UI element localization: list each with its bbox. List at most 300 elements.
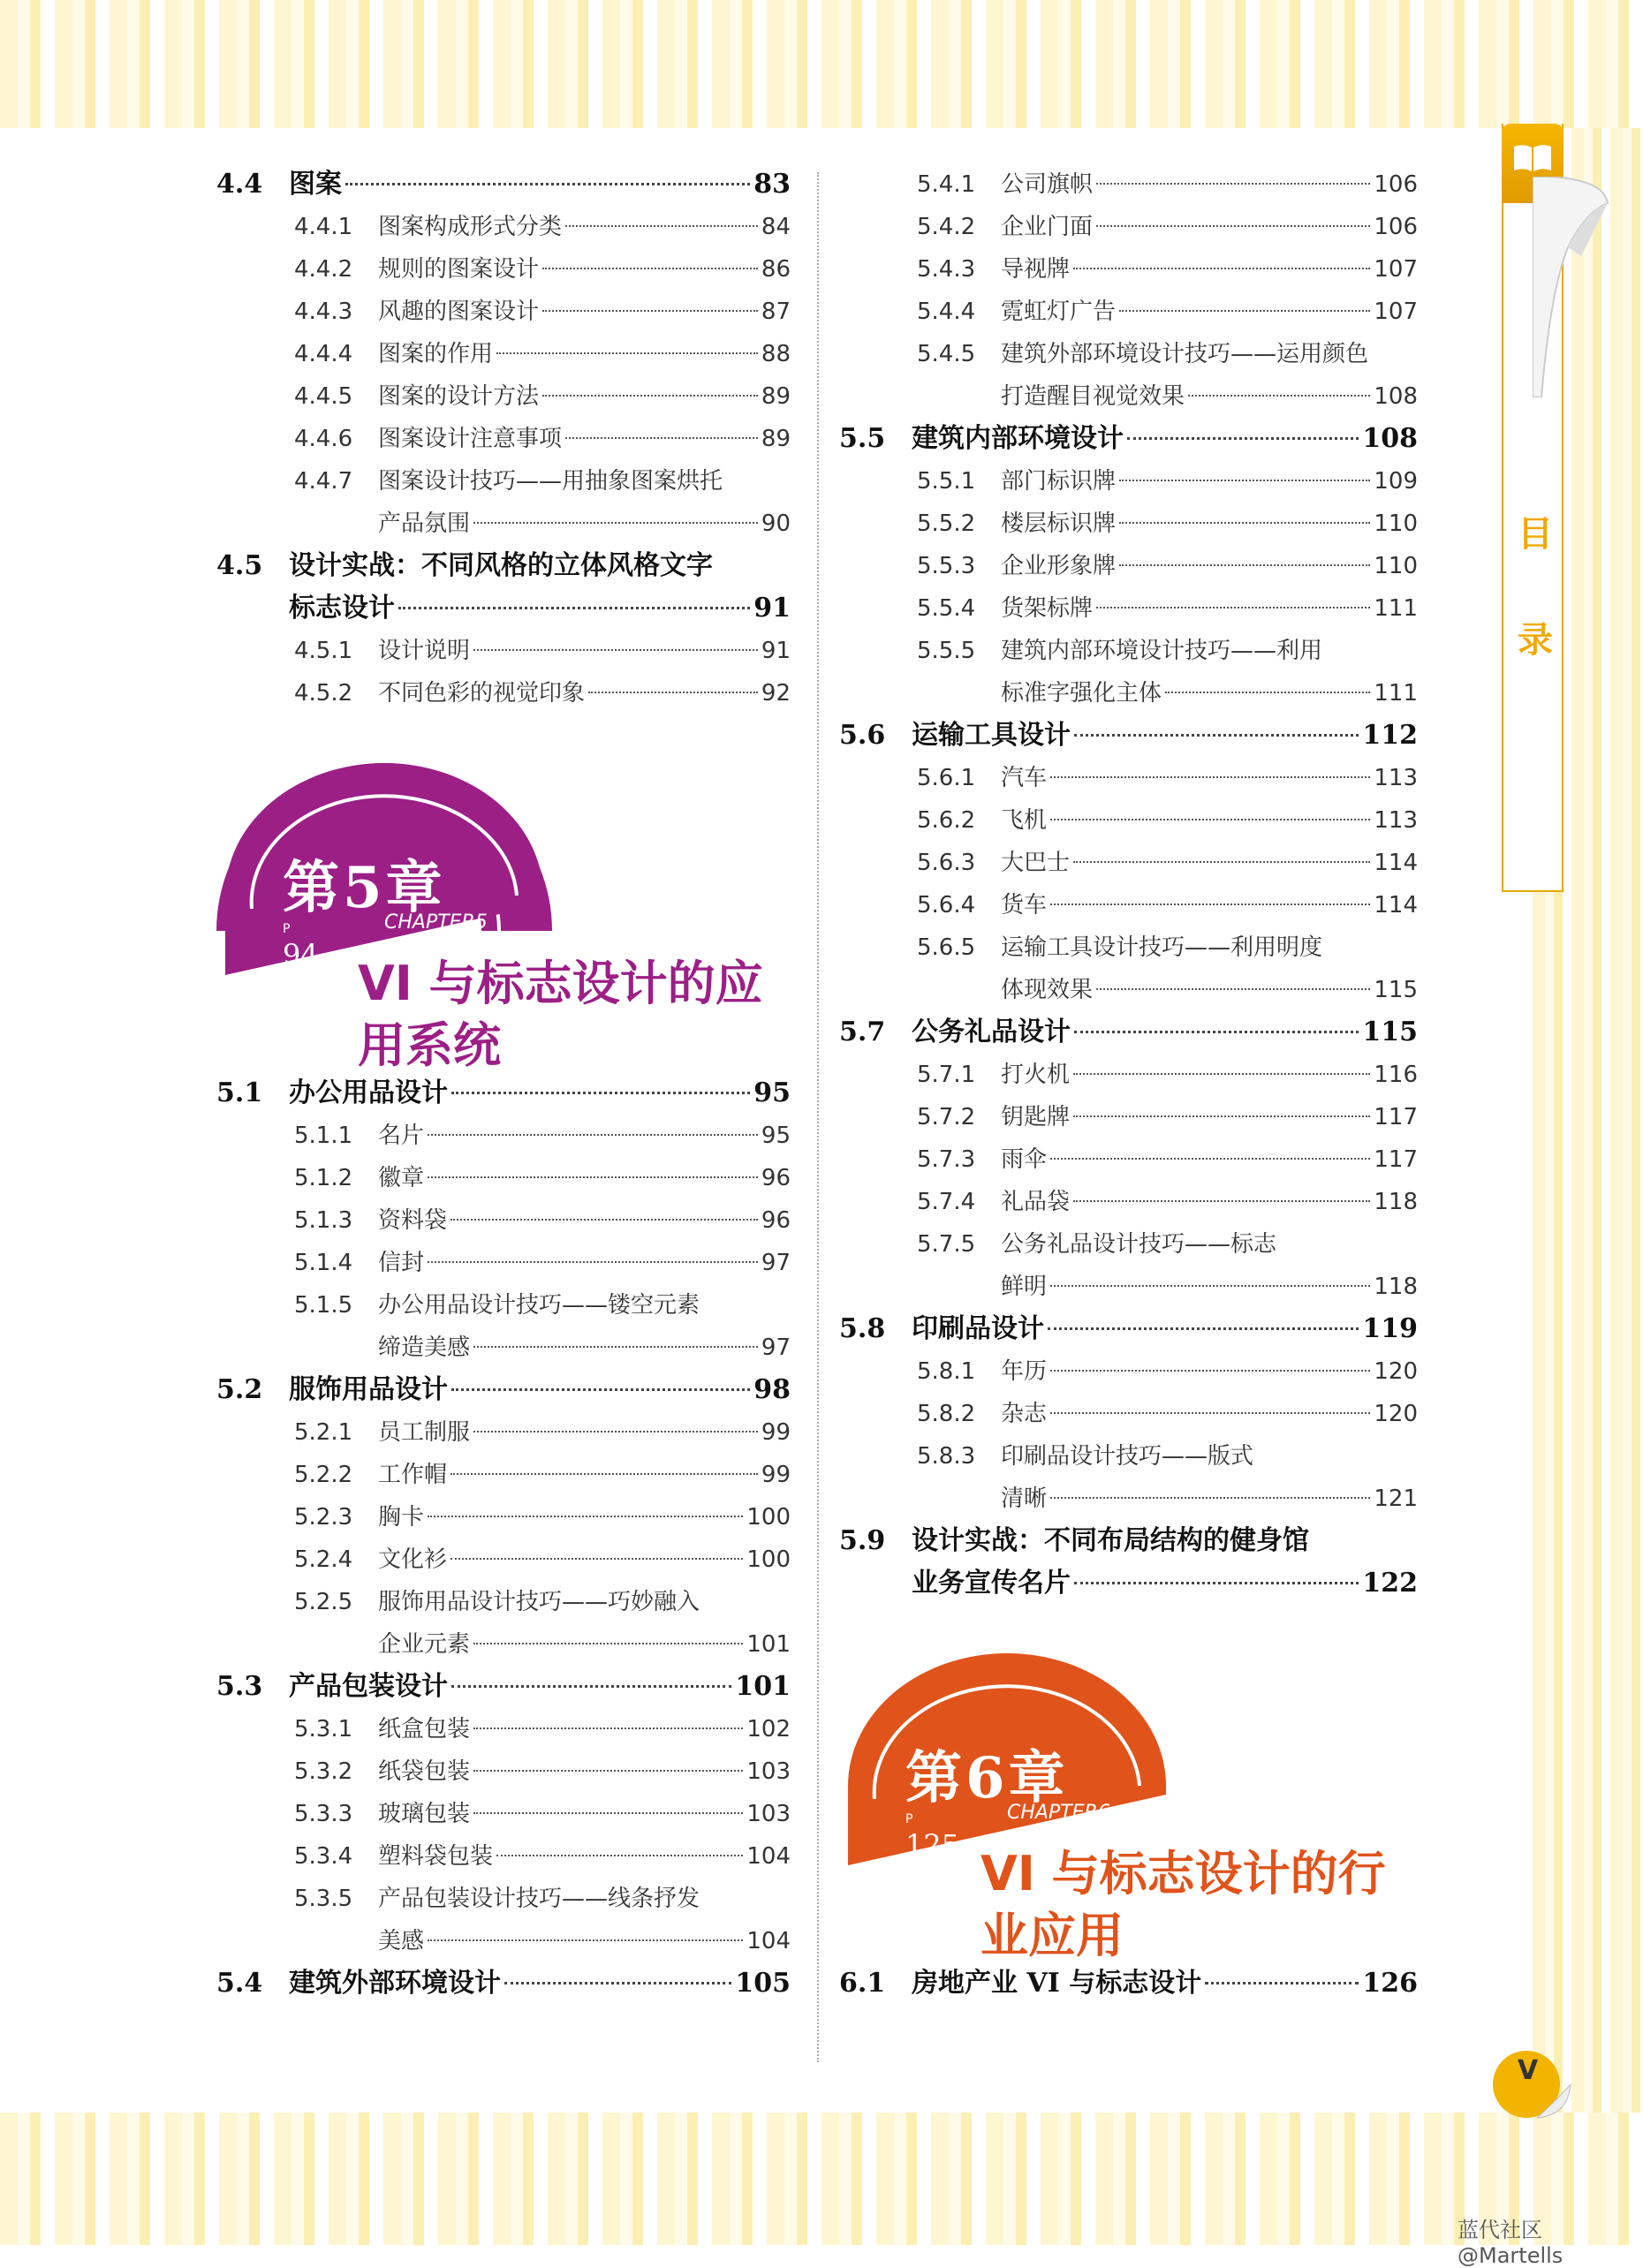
toc-left-column	[216, 163, 791, 2005]
column-divider	[817, 172, 819, 2062]
toc-page: 89	[761, 383, 791, 410]
toc-continuation-row[interactable]	[216, 1327, 791, 1369]
dot-leader	[542, 395, 758, 397]
dot-leader	[1050, 1497, 1370, 1499]
toc-number: 6.1	[839, 1968, 886, 1999]
toc-page: 114	[1374, 850, 1418, 876]
toc-number: 5.4.4	[917, 299, 976, 325]
toc-left-bottom	[216, 1072, 791, 2005]
toc-page: 112	[1362, 720, 1418, 751]
dot-leader	[1096, 183, 1370, 185]
toc-page: 106	[1374, 214, 1418, 240]
dot-leader	[1165, 692, 1370, 693]
toc-number: 4.5.1	[294, 638, 353, 664]
toc-page: 91	[761, 638, 791, 664]
toc-page: 95	[761, 1123, 791, 1149]
toc-subsection-row[interactable]	[216, 206, 791, 248]
toc-subsection-row[interactable]	[839, 757, 1418, 799]
toc-number: 5.5.1	[917, 468, 976, 495]
toc-page: 115	[1374, 977, 1418, 1003]
chapter5-page: 94	[283, 938, 319, 971]
toc-section-row[interactable]	[839, 714, 1418, 757]
toc-number: 5.2.4	[294, 1546, 353, 1573]
toc-title-continued: 鲜明	[1001, 1274, 1048, 1300]
toc-subsection-row[interactable]	[216, 1835, 791, 1878]
toc-title: 名片	[378, 1123, 425, 1149]
toc-number: 5.5.4	[917, 595, 976, 622]
toc-title: 规则的图案设计	[378, 256, 540, 283]
toc-title: 运输工具设计	[912, 720, 1071, 751]
toc-page: 110	[1374, 510, 1418, 537]
toc-title: 公司旗帜	[1001, 171, 1094, 198]
toc-subsection-row[interactable]	[839, 1223, 1418, 1266]
toc-page: 114	[1374, 892, 1418, 919]
dot-leader	[1188, 395, 1370, 397]
toc-page: 97	[761, 1250, 791, 1276]
toc-number: 5.4	[216, 1968, 263, 1999]
toc-section-row[interactable]	[839, 1011, 1418, 1054]
toc-number: 4.4.7	[294, 468, 353, 495]
toc-subsection-row[interactable]	[839, 1393, 1418, 1435]
dot-leader	[588, 692, 758, 693]
toc-subsection-row[interactable]	[216, 460, 791, 503]
toc-continuation-row[interactable]	[216, 1920, 791, 1962]
dot-leader	[473, 1431, 758, 1433]
toc-page: 84	[761, 214, 791, 240]
toc-subsection-row[interactable]	[839, 291, 1418, 333]
chapter6-p: P	[905, 1812, 913, 1826]
toc-subsection-row[interactable]	[216, 1878, 791, 1920]
toc-subsection-row[interactable]	[216, 1411, 791, 1454]
toc-subsection-row[interactable]	[216, 291, 791, 333]
toc-number: 4.5	[216, 550, 263, 581]
toc-page: 107	[1374, 299, 1418, 325]
toc-section-row[interactable]	[216, 1369, 791, 1411]
toc-section-row[interactable]	[216, 163, 791, 206]
toc-title: 风趣的图案设计	[378, 299, 540, 325]
page-curl-decoration	[1533, 177, 1612, 397]
toc-page: 103	[746, 1758, 791, 1785]
toc-page: 100	[746, 1504, 791, 1531]
toc-page: 122	[1362, 1568, 1418, 1599]
dot-leader	[473, 1643, 743, 1644]
toc-subsection-row[interactable]	[839, 926, 1418, 969]
toc-subsection-row[interactable]	[216, 1157, 791, 1199]
toc-page: 109	[1374, 468, 1418, 495]
toc-subsection-row[interactable]	[216, 1199, 791, 1242]
toc-page: 113	[1374, 765, 1418, 791]
toc-title: 设计实战：不同风格的立体风格文字	[289, 550, 713, 581]
toc-page: 100	[746, 1546, 791, 1573]
toc-number: 5.6	[839, 720, 886, 751]
dot-leader	[565, 437, 758, 439]
toc-number: 5.3.5	[294, 1886, 353, 1912]
dot-leader	[1096, 988, 1370, 990]
toc-page: 115	[1362, 1017, 1418, 1047]
chapter5-english: CHAPTER5	[384, 911, 488, 934]
toc-title: 工作帽	[378, 1462, 448, 1488]
toc-title: 图案设计技巧——用抽象图案烘托	[378, 468, 723, 495]
toc-subsection-row[interactable]	[839, 842, 1418, 884]
toc-page: 95	[753, 1077, 791, 1108]
toc-page: 92	[761, 680, 791, 707]
toc-title-continued: 业务宣传名片	[912, 1568, 1071, 1599]
toc-number: 5.7	[839, 1017, 886, 1047]
toc-title: 楼层标识牌	[1001, 510, 1117, 537]
toc-subsection-row[interactable]	[216, 1793, 791, 1835]
dot-leader	[345, 183, 750, 185]
toc-subsection-row[interactable]	[216, 1538, 791, 1581]
toc-subsection-row[interactable]	[839, 884, 1418, 926]
toc-page: 105	[735, 1968, 791, 1999]
dot-leader	[565, 225, 758, 227]
toc-title-continued: 美感	[378, 1928, 425, 1954]
toc-title-continued: 标志设计	[289, 593, 395, 624]
toc-continuation-row[interactable]	[216, 1623, 791, 1666]
dot-leader	[1050, 776, 1370, 778]
toc-title-continued: 产品氛围	[378, 510, 471, 537]
dot-leader	[1074, 734, 1359, 737]
chapter6-name-line1: VI 与标志设计的行	[980, 1846, 1386, 1901]
toc-page: 118	[1374, 1189, 1418, 1215]
toc-title: 导视牌	[1001, 256, 1071, 283]
toc-number: 5.3.2	[294, 1758, 353, 1785]
toc-subsection-row[interactable]	[839, 545, 1418, 587]
dot-leader	[450, 1558, 743, 1560]
dot-leader	[1050, 1285, 1370, 1287]
toc-page: 120	[1374, 1401, 1418, 1427]
toc-continuation-row[interactable]	[839, 1562, 1418, 1605]
dot-leader	[428, 1176, 758, 1178]
watermark: 蓝代社区@Martells	[1458, 2218, 1564, 2268]
toc-continuation-row[interactable]	[839, 672, 1418, 714]
toc-subsection-row[interactable]	[839, 1435, 1418, 1478]
dot-leader	[1073, 1115, 1370, 1117]
toc-title: 部门标识牌	[1001, 468, 1117, 495]
dot-leader	[1119, 310, 1370, 312]
toc-title: 房地产业 VI 与标志设计	[912, 1968, 1202, 1999]
dot-leader	[1050, 1412, 1370, 1414]
toc-page: 101	[746, 1631, 791, 1658]
toc-page: 104	[746, 1928, 791, 1954]
toc-number: 5.2	[216, 1374, 263, 1405]
toc-continuation-row[interactable]	[839, 1478, 1418, 1520]
toc-title: 货车	[1001, 892, 1048, 919]
toc-page: 83	[753, 169, 791, 200]
toc-number: 5.7.3	[917, 1146, 976, 1173]
toc-page: 118	[1374, 1274, 1418, 1300]
toc-title: 玻璃包装	[378, 1801, 471, 1827]
toc-page: 111	[1374, 595, 1418, 622]
open-book-icon	[1512, 143, 1553, 173]
dot-leader	[1048, 1327, 1359, 1330]
toc-subsection-row[interactable]	[216, 1750, 791, 1793]
toc-number: 5.2.2	[294, 1462, 353, 1488]
dot-leader	[496, 352, 758, 354]
toc-title: 企业形象牌	[1001, 553, 1117, 579]
toc-number: 5.6.5	[917, 934, 976, 961]
toc-section-row[interactable]	[216, 1072, 791, 1115]
toc-continuation-row[interactable]	[839, 1266, 1418, 1308]
toc-title: 图案构成形式分类	[378, 214, 563, 240]
toc-subsection-row[interactable]	[839, 163, 1418, 206]
toc-number: 5.3	[216, 1671, 263, 1702]
toc-number: 5.8	[839, 1313, 886, 1344]
toc-number: 5.4.3	[917, 256, 976, 283]
dot-leader	[1050, 819, 1370, 820]
toc-number: 4.5.2	[294, 680, 353, 707]
dot-leader	[473, 1346, 758, 1348]
dot-leader	[1074, 1582, 1359, 1584]
toc-right-top	[839, 163, 1418, 1605]
toc-title: 图案的作用	[378, 341, 494, 367]
toc-title: 信封	[378, 1250, 425, 1276]
bottom-stripe-band	[0, 2113, 1643, 2245]
toc-number: 5.7.2	[917, 1104, 976, 1130]
toc-number: 4.4.3	[294, 299, 353, 325]
toc-title: 服饰用品设计技巧——巧妙融入	[378, 1589, 700, 1615]
toc-number: 5.7.4	[917, 1189, 976, 1215]
toc-title: 汽车	[1001, 765, 1048, 791]
toc-title: 纸袋包装	[378, 1758, 471, 1785]
toc-subsection-row[interactable]	[839, 1350, 1418, 1393]
chapter5-name	[358, 953, 763, 1077]
toc-page: 87	[761, 299, 791, 325]
toc-number: 5.2.1	[294, 1419, 353, 1446]
toc-page: 104	[746, 1843, 791, 1870]
toc-number: 5.6.4	[917, 892, 976, 919]
toc-section-row[interactable]	[839, 418, 1418, 460]
toc-subsection-row[interactable]	[216, 248, 791, 291]
dot-leader	[473, 522, 758, 524]
toc-continuation-row[interactable]	[216, 587, 791, 630]
toc-title: 建筑内部环境设计技巧——利用	[1001, 638, 1323, 664]
toc-number: 5.3.1	[294, 1716, 353, 1743]
toc-title: 员工制服	[378, 1419, 471, 1446]
toc-number: 5.1	[216, 1077, 263, 1108]
toc-subsection-row[interactable]	[216, 1496, 791, 1538]
dot-leader	[450, 1219, 758, 1221]
toc-number: 5.6.3	[917, 850, 976, 876]
dot-leader	[428, 1939, 743, 1941]
toc-subsection-row[interactable]	[216, 630, 791, 672]
toc-title: 公务礼品设计	[912, 1017, 1071, 1047]
dot-leader	[1073, 1200, 1370, 1202]
toc-title: 企业门面	[1001, 214, 1094, 240]
toc-title-continued: 清晰	[1001, 1486, 1048, 1512]
toc-page: 119	[1362, 1313, 1418, 1344]
dot-leader	[1205, 1982, 1359, 1984]
toc-number: 4.4.5	[294, 383, 353, 410]
dot-leader	[1119, 480, 1370, 481]
toc-page: 88	[761, 341, 791, 367]
toc-page: 108	[1374, 383, 1418, 410]
toc-page: 99	[761, 1419, 791, 1446]
toc-page: 108	[1362, 423, 1418, 454]
toc-right-bottom	[839, 1962, 1418, 2005]
toc-title: 钥匙牌	[1001, 1104, 1071, 1130]
toc-subsection-row[interactable]	[839, 630, 1418, 672]
toc-section-row[interactable]	[839, 1962, 1418, 2005]
toc-page: 101	[735, 1671, 791, 1702]
toc-title: 不同色彩的视觉印象	[378, 680, 586, 707]
toc-continuation-row[interactable]	[216, 503, 791, 545]
toc-left-top	[216, 163, 791, 714]
dot-leader	[1050, 1370, 1370, 1372]
toc-number: 5.8.3	[917, 1443, 976, 1470]
toc-title: 资料袋	[378, 1207, 448, 1234]
dot-leader	[451, 1092, 750, 1094]
toc-number: 5.8.1	[917, 1358, 976, 1385]
toc-title: 文化衫	[378, 1546, 448, 1573]
dot-leader	[428, 1516, 743, 1517]
dot-leader	[450, 1473, 758, 1475]
toc-number: 5.5	[839, 423, 886, 454]
toc-subsection-row[interactable]	[839, 1054, 1418, 1096]
chapter6-english: CHAPTER6	[1007, 1802, 1110, 1824]
toc-section-row[interactable]	[839, 1308, 1418, 1350]
toc-title: 礼品袋	[1001, 1189, 1071, 1215]
toc-subsection-row[interactable]	[839, 1138, 1418, 1181]
toc-number: 5.1.2	[294, 1165, 353, 1191]
toc-subsection-row[interactable]	[839, 248, 1418, 291]
toc-title: 图案的设计方法	[378, 383, 540, 410]
toc-page: 91	[753, 593, 791, 624]
chapter5-title: 第5章	[283, 855, 446, 921]
dot-leader	[496, 1855, 743, 1856]
toc-page: 113	[1374, 807, 1418, 834]
toc-subsection-row[interactable]	[839, 206, 1418, 248]
toc-number: 4.4	[216, 169, 263, 200]
toc-title: 产品包装设计	[289, 1671, 448, 1702]
toc-title: 霓虹灯广告	[1001, 299, 1117, 325]
toc-page: 89	[761, 426, 791, 452]
toc-section-row[interactable]	[216, 1666, 791, 1708]
toc-subsection-row[interactable]	[216, 1581, 791, 1623]
toc-number: 5.3.4	[294, 1843, 353, 1870]
toc-number: 5.1.5	[294, 1292, 353, 1319]
toc-title: 印刷品设计	[912, 1313, 1044, 1344]
dot-leader	[542, 268, 758, 269]
dot-leader	[1119, 564, 1370, 566]
toc-subsection-row[interactable]	[839, 460, 1418, 503]
toc-number: 5.8.2	[917, 1401, 976, 1427]
toc-title-continued: 体现效果	[1001, 977, 1094, 1003]
toc-title: 图案	[289, 169, 342, 200]
toc-page: 103	[746, 1801, 791, 1827]
toc-subsection-row[interactable]	[216, 672, 791, 714]
toc-page: 86	[761, 256, 791, 283]
toc-subsection-row[interactable]	[216, 1242, 791, 1284]
page-number: V	[1518, 2055, 1539, 2086]
toc-subsection-row[interactable]	[839, 333, 1418, 375]
toc-number: 4.4.1	[294, 214, 353, 240]
toc-number: 5.5.3	[917, 553, 976, 579]
toc-title: 胸卡	[378, 1504, 425, 1531]
toc-title: 打火机	[1001, 1062, 1071, 1088]
toc-continuation-row[interactable]	[839, 375, 1418, 418]
toc-page: 107	[1374, 256, 1418, 283]
toc-title-continued: 企业元素	[378, 1631, 471, 1658]
toc-title: 年历	[1001, 1358, 1048, 1385]
toc-number: 5.3.3	[294, 1801, 353, 1827]
toc-page: 102	[746, 1716, 791, 1743]
chapter5-name-line2: 用系统	[358, 1017, 501, 1073]
toc-number: 5.6.1	[917, 765, 976, 791]
dot-leader	[1073, 1073, 1370, 1075]
toc-section-row[interactable]	[216, 545, 791, 587]
toc-number: 5.7.1	[917, 1062, 976, 1088]
toc-page: 110	[1374, 553, 1418, 579]
sidebar-title: 目录	[1518, 514, 1553, 661]
toc-title: 飞机	[1001, 807, 1048, 834]
toc-subsection-row[interactable]	[839, 503, 1418, 545]
toc-title: 产品包装设计技巧——线条抒发	[378, 1886, 700, 1912]
toc-continuation-row[interactable]	[839, 969, 1418, 1011]
toc-page: 99	[761, 1462, 791, 1488]
toc-subsection-row[interactable]	[216, 418, 791, 460]
toc-page: 97	[761, 1334, 791, 1361]
dot-leader	[473, 1812, 743, 1814]
dot-leader	[1096, 225, 1370, 227]
toc-number: 5.1.4	[294, 1250, 353, 1276]
toc-page: 120	[1374, 1358, 1418, 1385]
toc-page: 116	[1374, 1062, 1418, 1088]
dot-leader	[473, 1727, 743, 1729]
toc-subsection-row[interactable]	[839, 587, 1418, 630]
chapter6-title: 第6章	[905, 1745, 1069, 1811]
dot-leader	[542, 310, 758, 312]
toc-page: 126	[1362, 1968, 1418, 1999]
toc-subsection-row[interactable]	[839, 799, 1418, 842]
toc-title: 大巴士	[1001, 850, 1071, 876]
toc-title: 服饰用品设计	[289, 1374, 448, 1405]
toc-subsection-row[interactable]	[839, 1096, 1418, 1138]
chapter6-name	[980, 1843, 1386, 1967]
toc-number: 5.6.2	[917, 807, 976, 834]
toc-subsection-row[interactable]	[216, 1454, 791, 1496]
toc-number: 5.4.2	[917, 214, 976, 240]
dot-leader	[398, 607, 750, 609]
toc-section-row[interactable]	[216, 1962, 791, 2005]
toc-title: 建筑外部环境设计技巧——运用颜色	[1001, 341, 1369, 367]
toc-subsection-row[interactable]	[216, 1115, 791, 1157]
dot-leader	[1096, 607, 1370, 609]
toc-number: 5.1.3	[294, 1207, 353, 1234]
dot-leader	[473, 649, 758, 651]
dot-leader	[451, 1685, 731, 1688]
toc-page: 117	[1374, 1104, 1418, 1130]
top-stripe-band	[0, 0, 1643, 128]
toc-right-column	[839, 163, 1418, 2005]
toc-title: 杂志	[1001, 1401, 1048, 1427]
toc-section-row[interactable]	[839, 1520, 1418, 1562]
toc-subsection-row[interactable]	[216, 1708, 791, 1750]
toc-subsection-row[interactable]	[216, 1284, 791, 1327]
toc-subsection-row[interactable]	[839, 1181, 1418, 1223]
toc-number: 5.4.1	[917, 171, 976, 198]
toc-title: 印刷品设计技巧——版式	[1001, 1443, 1254, 1470]
dot-leader	[1119, 522, 1370, 524]
toc-page: 111	[1374, 680, 1418, 707]
toc-number: 5.7.5	[917, 1231, 976, 1258]
toc-subsection-row[interactable]	[216, 375, 791, 418]
toc-page: 106	[1374, 171, 1418, 198]
toc-title: 设计实战：不同布局结构的健身馆	[912, 1525, 1309, 1556]
toc-subsection-row[interactable]	[216, 333, 791, 375]
toc-title: 建筑内部环境设计	[912, 423, 1124, 454]
toc-title: 建筑外部环境设计	[289, 1968, 501, 1999]
